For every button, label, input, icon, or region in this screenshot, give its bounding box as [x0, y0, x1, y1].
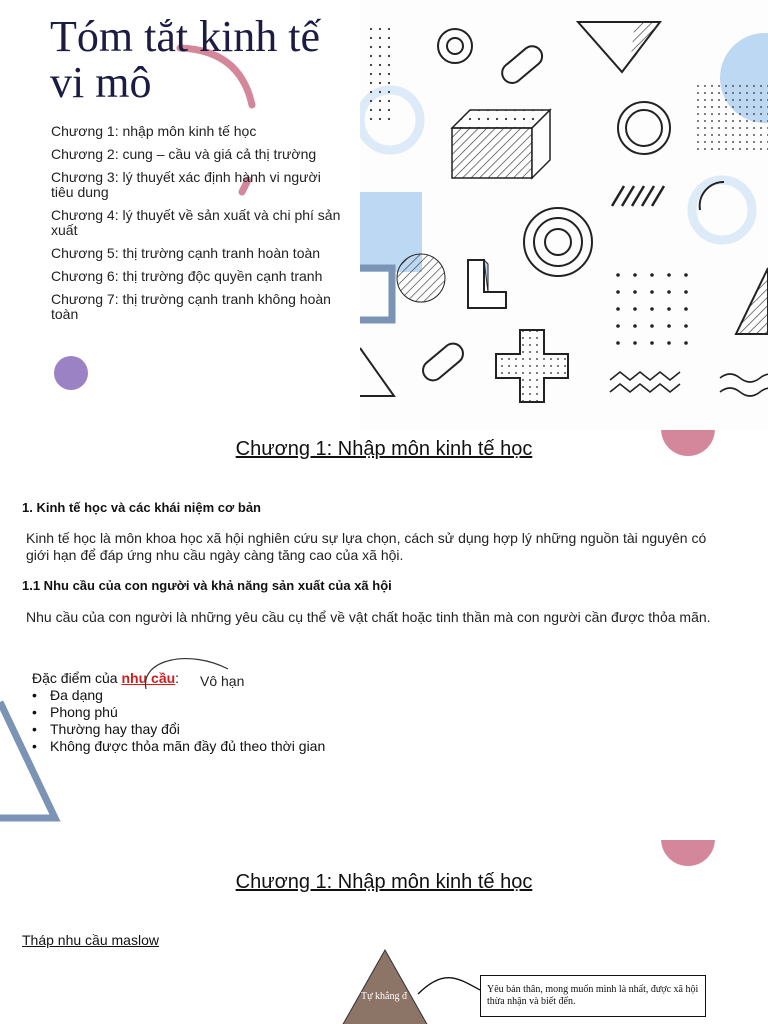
feature-item: • Đa dạng — [32, 687, 325, 704]
chapter-item: Chương 1: nhập môn kinh tế học — [51, 123, 257, 139]
chapter-item: Chương 4: lý thuyết về sản xuất và chi phí sản xuất — [51, 207, 341, 238]
definition-paragraph: Kinh tế học là môn khoa học xã hội nghiên cứu sự lựa chọn, cách sử dụng hợp lý những nguồn tài nguyên có giới hạn để đáp ứng nhu cầu ngày càng tăng cao của xã hội. — [26, 530, 707, 563]
highlighted-keyword: nhu cầu — [121, 670, 176, 686]
geometric-pattern-artwork — [360, 0, 768, 430]
section-heading: 1. Kinh tế học và các khái niệm cơ bản — [22, 500, 261, 515]
purple-dot-decoration — [54, 356, 88, 390]
chapter-item: Chương 7: thị trường cạnh tranh không hoàn toàn — [51, 291, 331, 322]
maslow-pyramid — [340, 948, 490, 1024]
chapter-item: Chương 3: lý thuyết xác định hành vi người tiêu dung — [51, 169, 321, 200]
needs-paragraph: Nhu cầu của con người là những yêu cầu cụ thể về vật chất hoặc tinh thần mà con người cần được thỏa mãn. — [26, 609, 711, 625]
maslow-pyramid-link[interactable]: Tháp nhu cầu maslow — [22, 932, 159, 948]
chapter-title: Chương 1: Nhập môn kinh tế học — [235, 438, 533, 460]
chapter-list — [51, 124, 341, 330]
feature-item: • Không được thỏa mãn đầy đủ theo thời gian — [32, 738, 325, 755]
pyramid-note-box: Yêu bản thân, mong muốn mình là nhất, được xã hội thừa nhận và biết đến. — [480, 975, 706, 1017]
annotation-text: Vô hạn — [200, 673, 245, 689]
title-slide — [0, 0, 768, 430]
features-list — [32, 687, 325, 755]
maslow-slide — [0, 840, 768, 1024]
pink-semicircle-decoration — [661, 840, 715, 866]
feature-item: • Phong phú — [32, 704, 325, 721]
chapter-item: Chương 6: thị trường độc quyền cạnh tranh — [51, 268, 323, 284]
pyramid-level-label: Tự khẳng đ — [361, 991, 407, 1002]
deck-title: Tóm tắt kinh tế vi mô — [50, 12, 321, 107]
subsection-heading: 1.1 Nhu cầu của con người và khả năng sản xuất của xã hội — [22, 578, 392, 593]
features-label: Đặc điểm của nhu cầu: — [32, 670, 180, 686]
chapter-item: Chương 5: thị trường cạnh tranh hoàn toàn — [51, 245, 321, 261]
chapter-title: Chương 1: Nhập môn kinh tế học — [235, 871, 533, 893]
chapter-item: Chương 2: cung – cầu và giá cả thị trường — [51, 146, 317, 162]
chapter-1-slide — [0, 430, 768, 840]
feature-item: • Thường hay thay đổi — [32, 721, 325, 738]
